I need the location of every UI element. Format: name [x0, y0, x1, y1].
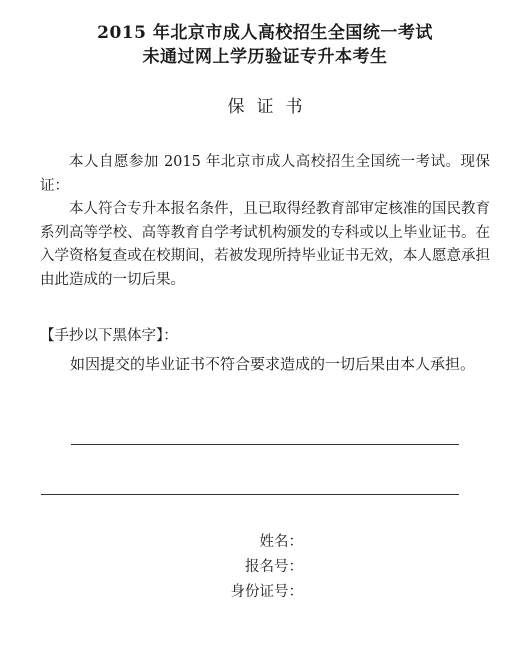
handwriting-line-2	[41, 494, 459, 495]
registration-number-label: 报名号：	[245, 559, 303, 575]
required-copy-text: 如因提交的毕业证书不符合要求造成的一切后果由本人承担。	[70, 355, 476, 373]
handwriting-line-1	[71, 444, 459, 445]
intro-paragraph: 本人自愿参加 2015 年北京市成人高校招生全国统一考试。现保证：	[40, 154, 490, 194]
document-title-line-2: 未通过网上学历验证专升本考生	[142, 47, 388, 67]
name-field-label: 姓名：	[259, 534, 303, 550]
pledge-paragraph: 本人符合专升本报名条件，且已取得经教育部审定核准的国民教育系列高等学校、高等教育自学考试机构颁发的专科或以上毕业证书。在入学资格复查或在校期间，若被发现所持毕业证书无效，本人愿意承担由此造成的一切后果。	[40, 201, 490, 288]
id-number-label: 身份证号：	[230, 584, 303, 600]
document-title-line-1: 2015 年北京市成人高校招生全国统一考试	[97, 23, 433, 43]
copy-instruction: 【手抄以下黑体字】：	[40, 328, 178, 344]
document-heading: 保证书	[227, 97, 315, 117]
